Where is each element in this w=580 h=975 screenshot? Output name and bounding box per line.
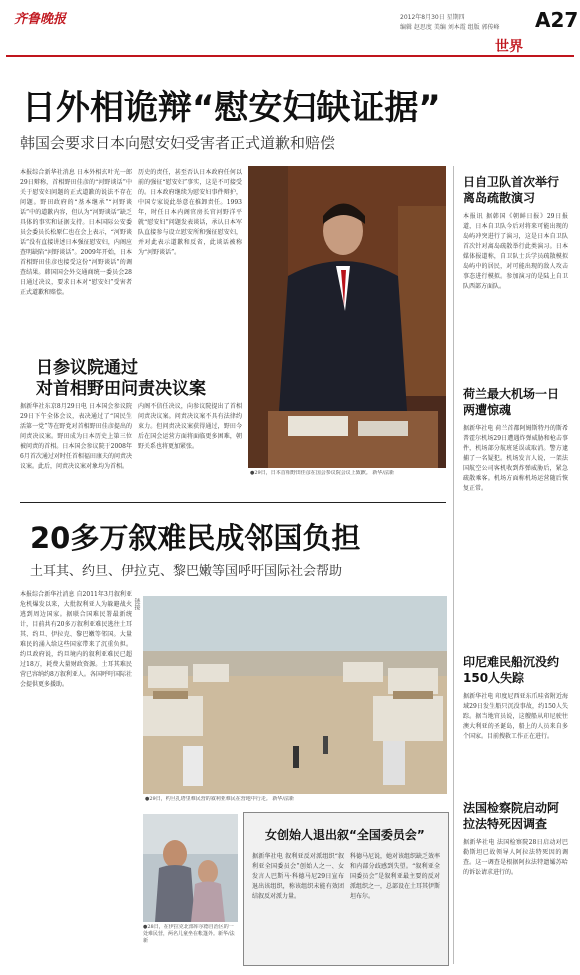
editors-credit: 编辑 赵思度 美编 刘本霞 组版 郭传峰 [400,24,500,31]
sidebar-article2-title: 荷兰最大机场一日两遭惊魂 [463,387,560,417]
story1-column-1: 本报综合新华社消息 日本外相玄叶光一郎29日辩称，首相野田佳彦的“河野谈话”中关于慰安妇问题的正式道歉的说法不存在问题。野田政府的“基本继承”“河野谈话”中的道歉内容，但认为“河野谈话”缺乏具体的事实和证据支持。日本国际公安委员会委员长松原仁也在会上表示，“河野谈话”没有直接讲述日本强征慰安妇，内阁应查明缺陷“河野谈话”。2009年开始，日本首相野田佳彦也接受这份“河野谈话”的调查结果。韩国国会外交通商统一委员会28日通过决议，要求日本对“慰安妇”受害者正式道歉和赔偿。 [20,169,132,296]
issue-date: 2012年8月30日 星期四 [400,14,465,21]
story1-column-2: 历史的责任，甚至否认日本政府任何以前的强征“慰安妇”事实，这是不可接受的。日本政府继续为慰安妇事件辩护，中国专家说此举意在推卸责任。1993年，时任日本内阁官房长官河野洋平就“慰安妇”问题发表谈话，承认日本军队直接参与设立慰安所和强征慰安妇，并对此表示道歉和反省，此谈话被称为“河野谈话”。 [138,169,242,256]
sidebar-article2-body: 据新华社电 荷兰首都阿姆斯特丹的斯希普霍尔机场29日遭遇炸弹威胁和枪击事件，机场部分航班延误或取消。警方逮捕了一名疑犯。机场发言人说，一架法国航空公司客机收到炸弹威胁后，紧急疏散乘客。机场方面称机场运营随后恢复正常。 [463,425,568,492]
sidebar-article3-title: 印尼难民船沉没约150人失踪 [463,655,560,685]
story2-column-2: 内阁不信任决议，向参议院提出了首相问责决议案。问责决议案不具有法律约束力。但问责决议案获得通过，野田今后在国会运营方面将面临更多困难，朝野关系也将更加紧张。 [138,403,242,450]
story3-photo-refugee-camp [143,596,447,794]
story2-column-1: 据新华社东京8月29日电 日本国会参议院29日下午全体会议，表决通过了“国民生活第一党”等在野党对首相野田佳彦提出的问责决议案。野田成为日本历史上第三位被问责的首相。日本国会参议院于2008年6月首次通过对时任首相福田康夫的问责决议案。此后，问责决议案对象均为首相。 [20,403,132,470]
story1-photo [248,166,446,468]
story3-photo-children [143,814,238,922]
story3-photo2-caption: ●28日，在伊拉克北部库尔德自治区的一处难民营，两名儿童坐在帐篷外。新华/法新 [143,924,235,944]
story4-column-1: 据新华社电 叙利亚反对派组织“叙利亚全国委员会”创始人之一、女发言人巴斯马·科德马尼29日宣布退出该组织，称该组织未能有效团结叙反对派力量。 [252,853,344,900]
sidebar-divider [453,166,454,964]
section-title: 世界 [495,39,523,55]
sidebar-article1-title: 日自卫队首次举行离岛疏散演习 [463,175,560,205]
story2-headline-1: 日参议院通过 [36,358,138,378]
sidebar-article4-title: 法国检察院启动阿拉法特死因调查 [463,801,560,831]
sidebar-article1-body: 本报讯 据韩国《朝鲜日报》29日报道，日本自卫队今后对将来可能出现的岛屿冲突进行了演习，这是日本自卫队首次针对离岛疏散举行此类演习。日本媒体报道称，自卫队士兵学员疏散模拟岛屿中的居民，对可能出现的敌人攻击事态进行模拟。参加演习的是陆上自卫队西部方面队。 [463,213,568,290]
story3-subhead: 土耳其、约旦、伊拉克、黎巴嫩等国呼吁国际社会帮助 [30,564,343,579]
sidebar-article4-body: 据新华社电 法国检察院28日启动对巴勒斯坦已故领导人阿拉法特死因的调查。这一调查是根据阿拉法特遗孀苏哈的诉讼请求进行的。 [463,839,568,876]
story1-photo-caption: ●29日，日本首相野田佳彦在国会参议院会议上致歉。 新华/法新 [250,470,395,476]
story3-column-1: 本报综合新华社消息 自2011年3月叙利亚危机爆发以来，大批叙利亚人为躲避战火逃到周边国家。据联合国难民署最新统计，目前共有20多万叙利亚难民逃往土耳其、约旦、伊拉克、黎巴嫩等邻国。大量难民的涌入给这些国家带来了沉重负担。约旦政府说，约旦境内的叙利亚难民已超过18万，耗费大量财政资源。土耳其难民营已容纳约8万叙利亚人。各国呼吁国际社会提供更多援助。 [20,591,132,688]
story4-headline: 女创始人退出叙“全国委员会” [265,828,425,842]
story4-column-2: 科德马尼说，她对该组织缺乏效率和内部分歧感到失望。“叙利亚全国委员会”是叙利亚最主要的反对派组织之一，总部设在土耳其伊斯坦布尔。 [350,853,440,900]
story-divider [20,502,446,503]
story1-subhead: 韩国会要求日本向慰安妇受害者正式道歉和赔偿 [20,134,336,152]
newspaper-logo: 齐鲁晚报 [14,12,67,27]
story2-headline-2: 对首相野田问责决议案 [36,379,206,399]
story3-headline: 20多万叙难民成邻国负担 [30,521,361,555]
sidebar-article3-body: 据新华社电 印度尼西亚东爪哇省附近海域29日发生船只沉没事故，约150人失踪。据当地官员说，这艘船从印尼驶往澳大利亚的圣诞岛，船上的人员来自多个国家。目前搜救工作正在进行。 [463,693,568,740]
story3-link-label: 链接 [133,598,140,610]
masthead-rule [6,55,574,57]
story3-photo1-caption: ●29日，约旦扎塔里难民营的叙利亚难民在营地中行走。 新华/法新 [145,796,295,802]
story1-headline: 日外相诡辩“慰安妇缺证据” [22,88,441,128]
page-number: A27 [535,8,579,32]
